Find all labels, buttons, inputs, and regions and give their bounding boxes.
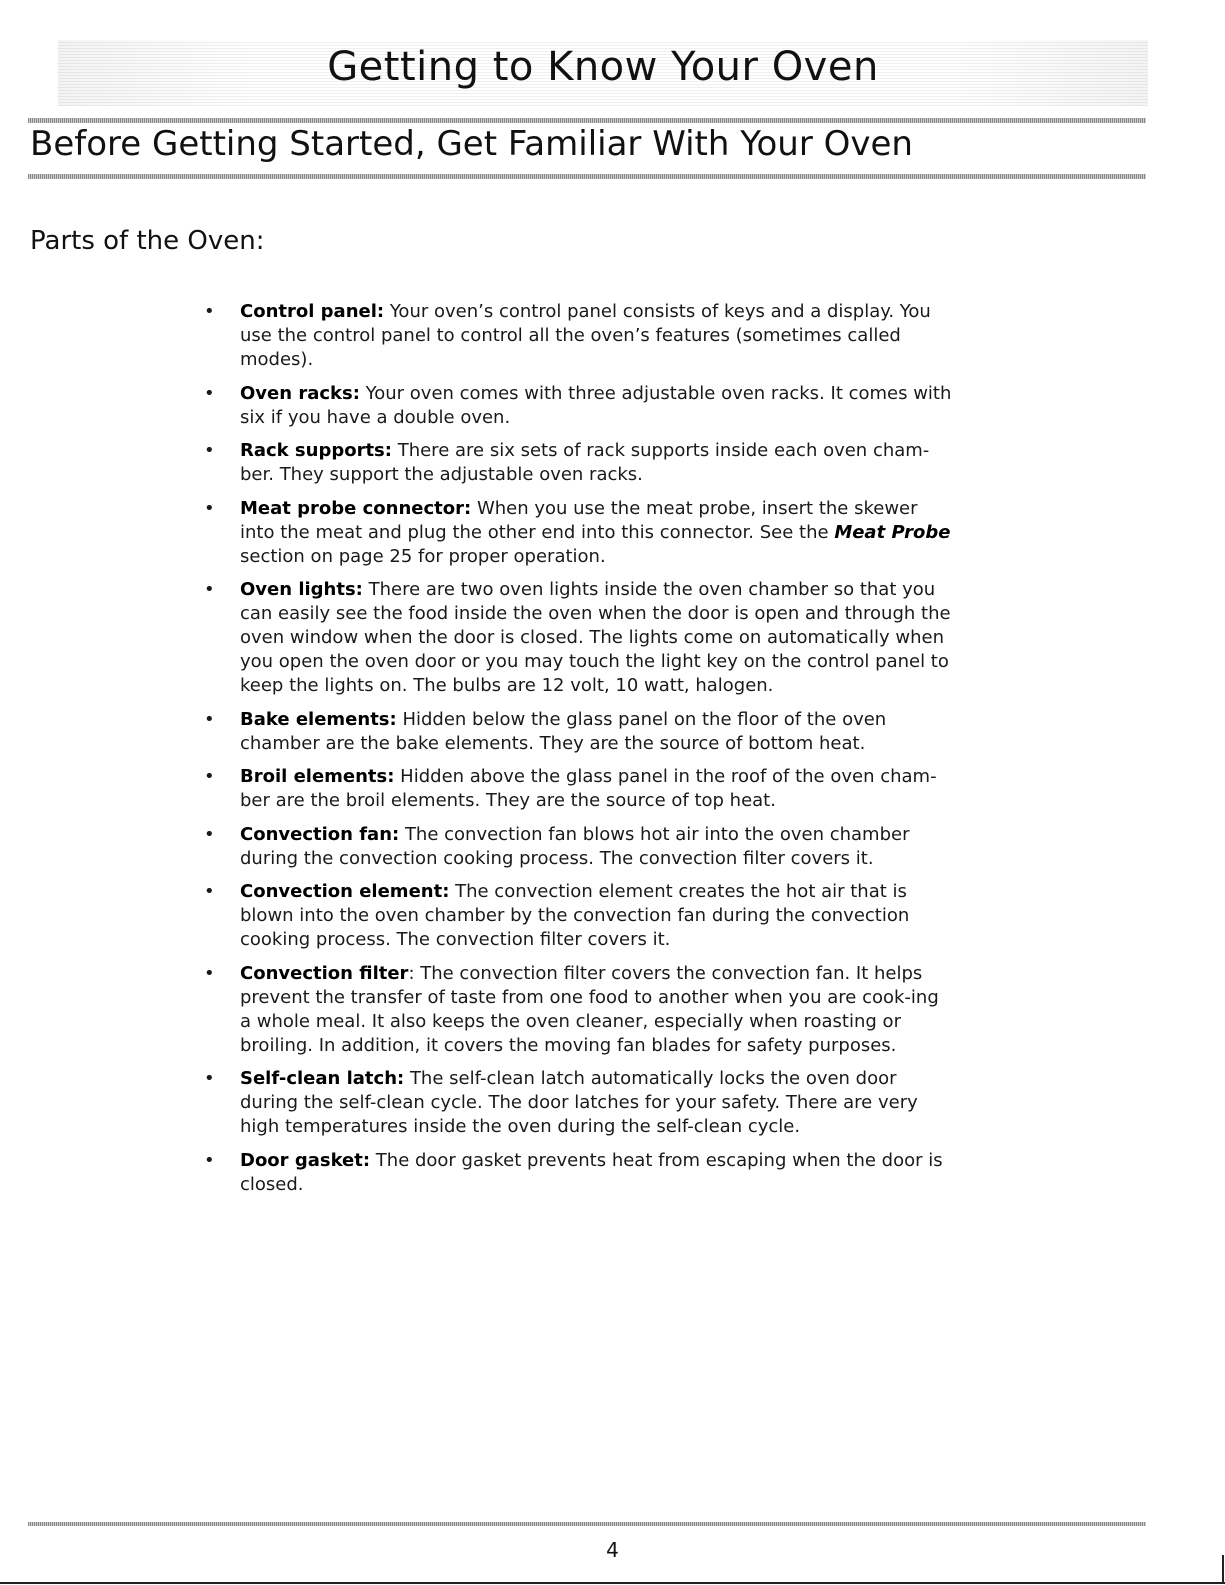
page-title: Getting to Know Your Oven: [327, 44, 879, 90]
bullet-icon: •: [204, 881, 215, 902]
part-term: Door gasket:: [240, 1149, 371, 1171]
bullet-icon: •: [204, 1149, 215, 1171]
part-term: Self-clean latch:: [240, 1068, 405, 1089]
page-subtitle: Before Getting Started, Get Familiar With Your Oven: [30, 124, 913, 164]
list-item: [202, 1149, 952, 1197]
list-item: [202, 578, 952, 698]
bullet-icon: •: [204, 962, 215, 984]
bullet-icon: •: [204, 1068, 215, 1089]
part-term: Rack supports:: [240, 440, 392, 461]
part-description: There are two oven lights inside the oven chamber so that you can easily see the food inside the oven when the door is open and through the oven window when the door is closed. The lights come on automatically when you open the oven door or you may touch the light key on the control panel to keep the lights on. The bulbs are 12 volt, 10 watt, halogen.: [240, 579, 951, 696]
top-divider: [28, 118, 1146, 123]
bullet-icon: •: [204, 766, 215, 787]
bullet-icon: •: [204, 440, 215, 461]
part-term: Broil elements:: [240, 766, 395, 787]
list-item: [202, 439, 952, 487]
part-term: Oven lights:: [240, 579, 363, 600]
list-item: [202, 300, 952, 372]
list-item: [202, 497, 952, 569]
part-description: : The convection filter covers the convection fan. It helps prevent the transfer of taste from one food to another when you are cook-ing a whole meal. It also keeps the oven cleaner, especially when roasting or broiling. In addition, it covers the moving fan blades for safety purposes.: [240, 962, 939, 1056]
list-item: [202, 880, 952, 952]
part-term: Convection element:: [240, 881, 450, 902]
part-description: Your oven comes with three adjustable oven racks. It comes with six if you have a double oven.: [240, 382, 952, 428]
part-description: Your oven’s control panel consists of keys and a display. You use the control panel to control all the oven’s features (sometimes called modes).: [240, 301, 931, 370]
bullet-icon: •: [204, 579, 215, 600]
list-item: [202, 382, 952, 430]
part-description: The convection fan blows hot air into the oven chamber during the convection cooking process. The convection filter covers it.: [240, 823, 910, 869]
list-item: [202, 962, 952, 1058]
footer-divider: [28, 1522, 1146, 1526]
bullet-icon: •: [204, 382, 215, 404]
list-item: [202, 765, 952, 813]
bullet-icon: •: [204, 823, 215, 845]
part-description: The convection element creates the hot air that is blown into the oven chamber by the convection fan during the convection cooking process. The convection filter covers it.: [240, 881, 910, 950]
bullet-icon: •: [204, 497, 215, 519]
part-description: Hidden above the glass panel in the roof of the oven cham-ber are the broil elements. They are the source of top heat.: [240, 766, 937, 811]
part-term: Oven racks:: [240, 382, 360, 404]
page-number: 4: [606, 1538, 619, 1562]
list-item: [202, 708, 952, 756]
page-right-edge: [1222, 1555, 1224, 1583]
page-bottom-edge: [0, 1582, 1225, 1584]
part-term: Convection filter: [240, 962, 409, 984]
part-term: Meat probe connector:: [240, 497, 472, 519]
part-description: Hidden below the glass panel on the floor of the oven chamber are the bake elements. They are the source of bottom heat.: [240, 708, 887, 754]
section-heading: Parts of the Oven:: [30, 226, 265, 256]
parts-list: [202, 300, 952, 1206]
meat-probe-reference: Meat Probe: [834, 521, 951, 543]
part-term: Convection fan:: [240, 823, 400, 845]
part-term: Control panel:: [240, 301, 385, 322]
list-item: [202, 1067, 952, 1139]
bullet-icon: •: [204, 708, 215, 730]
bullet-icon: •: [204, 301, 215, 322]
part-description: The self-clean latch automatically locks the oven door during the self-clean cycle. The door latches for your safety. There are very high temperatures inside the oven during the self-clean cycle.: [240, 1068, 918, 1137]
part-term: Bake elements:: [240, 708, 397, 730]
subtitle-divider: [28, 174, 1146, 179]
part-description-continued: section on page 25 for proper operation.: [240, 545, 606, 567]
title-band: [58, 40, 1148, 106]
list-item: [202, 823, 952, 871]
part-description: When you use the meat probe, insert the skewer into the meat and plug the other end into this connector. See the: [240, 497, 918, 543]
part-description: There are six sets of rack supports inside each oven cham-ber. They support the adjustable oven racks.: [240, 440, 930, 485]
part-description: The door gasket prevents heat from escaping when the door is closed.: [240, 1149, 943, 1195]
